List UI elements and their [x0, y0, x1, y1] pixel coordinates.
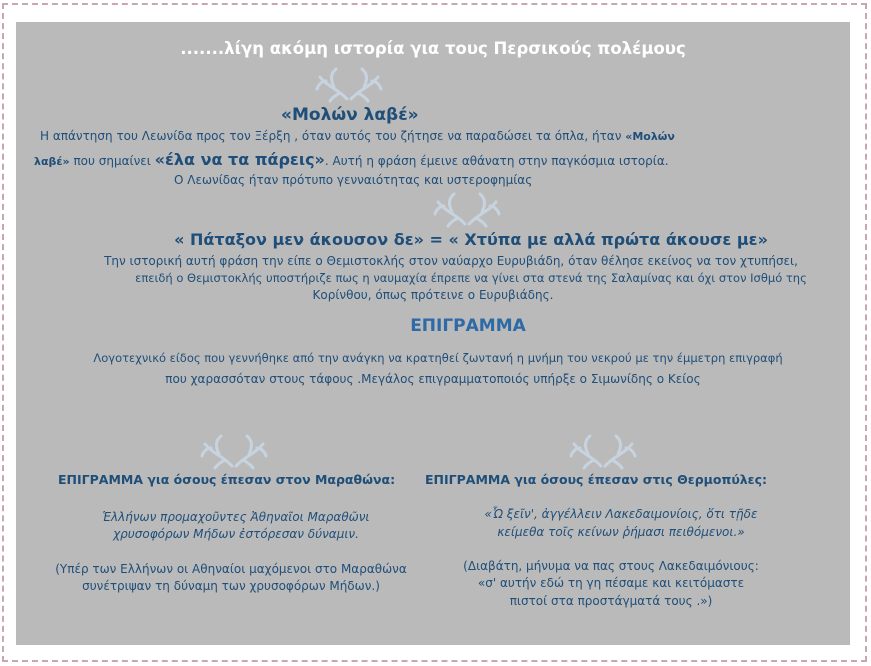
thermopylae-modern-line-3: πιστοί στα προστάγματά τους .»): [509, 594, 713, 608]
marathon-ancient-line-2: χρυσοφόρων Μήδων ἐστόρεσαν δύναμιν.: [113, 527, 359, 541]
slide: [16, 22, 850, 645]
molon-labe-phrase-start: «Μολών: [625, 130, 675, 143]
pataxon-line-3: Κορίνθου, όπως πρότεινε ο Ευρυβιάδης.: [312, 288, 554, 302]
molon-labe-text-1: Η απάντηση του Λεωνίδα προς τον Ξέρξη , όταν αυτός του ζήτησε να παραδώσει τα όπλα, ήταν: [40, 129, 626, 143]
molon-labe-phrase-end: λαβέ»: [34, 155, 70, 168]
laurel-ornament-icon: [568, 432, 638, 470]
molon-labe-line-3: Ο Λεωνίδας ήταν πρότυπο γενναιότητας και υστεροφημίας: [174, 173, 533, 187]
page-title: .......λίγη ακόμη ιστορία για τους Περσικούς πολέμους: [180, 39, 686, 58]
molon-labe-heading: «Μολών λαβέ»: [281, 105, 419, 125]
molon-labe-text-3: . Αυτή η φράση έμεινε αθάνατη στην παγκόσμια ιστορία.: [324, 154, 669, 168]
marathon-modern-line-1: (Υπέρ των Ελλήνων οι Αθηναίοι μαχόμενοι στο Μαραθώνα: [55, 562, 407, 576]
pataxon-line-1: Την ιστορική αυτή φράση την είπε ο Θεμιστοκλής στον ναύαρχο Ευρυβιάδη, όταν θέλησε εκείνος να τον χτυπήσει,: [104, 254, 798, 268]
marathon-heading: ΕΠΙΓΡΑΜΜΑ για όσους έπεσαν στον Μαραθώνα:: [58, 472, 396, 487]
laurel-ornament-icon: [432, 190, 502, 228]
marathon-ancient-line-1: Ἑλλήνων προμαχοῦντες Ἀθηναῖοι Μαραθῶνι: [102, 510, 370, 524]
thermopylae-heading: ΕΠΙΓΡΑΜΜΑ για όσους έπεσαν στις Θερμοπύλες:: [425, 472, 768, 487]
marathon-modern-line-2: συνέτριψαν τη δύναμη των χρυσοφόρων Μήδων.): [82, 579, 380, 593]
laurel-ornament-icon: [314, 65, 384, 103]
thermopylae-modern-line-2: «σ' αυτήν εδώ τη γη πέσαμε και κειτόμαστε: [477, 576, 745, 590]
thermopylae-modern-line-1: (Διαβάτη, μήνυμα να πας στους Λακεδαιμόνιους:: [463, 559, 759, 573]
molon-labe-text-2: που σημαίνει: [69, 154, 155, 168]
epigramma-line-1: Λογοτεχνικό είδος που γεννήθηκε από την ανάγκη να κρατηθεί ζωντανή η μνήμη του νεκρού με την έμμετρη επιγραφή: [93, 351, 783, 365]
epigramma-line-2: που χαρασσόταν στους τάφους .Μεγάλος επιγραμματοποιός υπήρξε ο Σιμωνίδης ο Κείος: [165, 372, 701, 386]
epigramma-heading: ΕΠΙΓΡΑΜΜΑ: [410, 316, 526, 336]
molon-labe-line-1: [40, 129, 675, 143]
pataxon-line-2: επειδή ο Θεμιστοκλής υποστήριζε πως η ναυμαχία έπρεπε να γίνει στα στενά της Σαλαμίνας και όχι στον Ισθμό της: [135, 271, 807, 285]
pataxon-heading: « Πάταξον μεν άκουσον δε» = « Χτύπα με αλλά πρώτα άκουσε με»: [174, 230, 768, 249]
ela-na-ta-pareis-phrase: «έλα να τα πάρεις»: [154, 150, 325, 169]
molon-labe-line-2: [34, 150, 669, 169]
thermopylae-ancient-line-2: κείμεθα τοῖς κείνων ῥήμασι πειθόμενοι.»: [497, 525, 745, 539]
laurel-ornament-icon: [199, 432, 269, 470]
thermopylae-ancient-line-1: «Ὦ ξεῖν', ἀγγέλλειν Λακεδαιμονίοις, ὅτι τῇδε: [484, 507, 758, 521]
